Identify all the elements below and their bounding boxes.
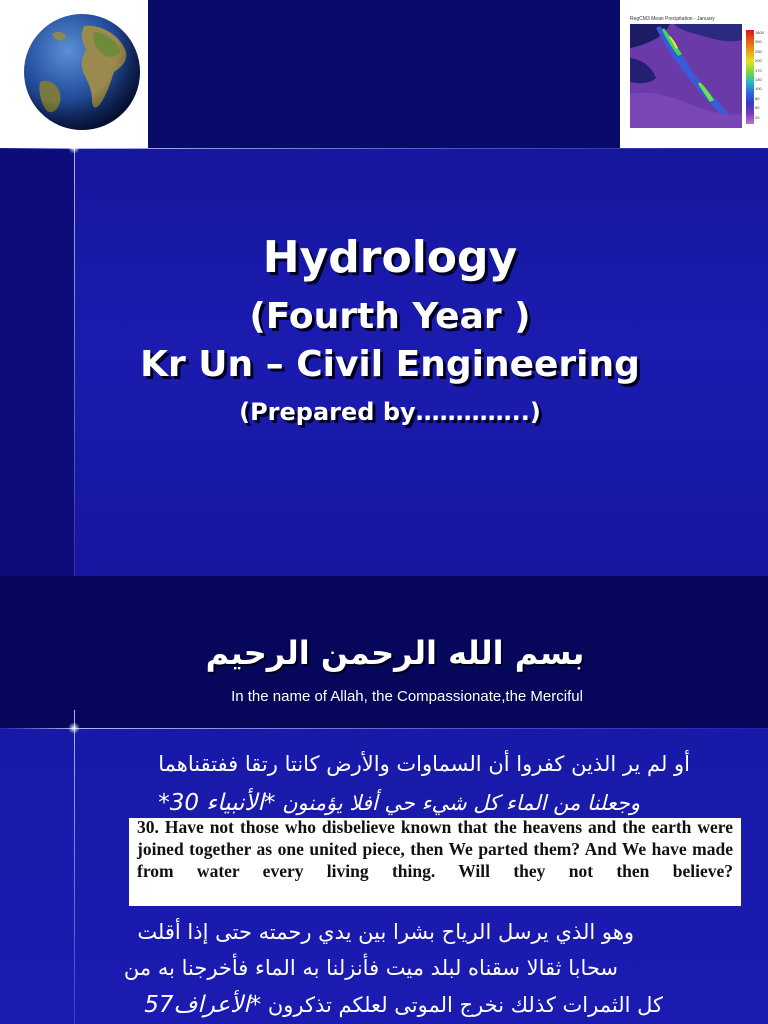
precipitation-map xyxy=(620,0,768,148)
verse1-line2-text: وجعلنا من الماء كل شيء حي أفلا يؤمنون xyxy=(282,791,640,815)
sparkle-icon xyxy=(68,722,80,734)
left-strip xyxy=(0,148,75,576)
globe-icon xyxy=(22,12,142,132)
map-legend-label: 300 xyxy=(755,39,762,45)
course-year: (Fourth Year ) xyxy=(249,296,531,337)
verse2-reference: *الأعراف57 xyxy=(144,992,262,1018)
map-color-legend xyxy=(746,30,754,124)
map-legend-label: 80 xyxy=(755,95,760,101)
map-legend-label: 20 xyxy=(755,114,760,120)
divider-line xyxy=(74,710,75,1024)
verse2-line2: سحابا ثقالا سقناه لبلد ميت فأنزلنا به الماء فأخرجنا به من xyxy=(123,956,618,980)
map-legend-label: 170 xyxy=(755,67,762,73)
map-header: RegCM3 Mean Precipitation - January xyxy=(630,16,715,22)
verse2-line3 xyxy=(144,992,663,1018)
verse1-line1: أو لم ير الذين كفروا أن السماوات والأرض كانتا رتقا ففتقناهما xyxy=(158,752,690,776)
translation-box xyxy=(129,818,741,906)
map-legend-label: 100 xyxy=(755,86,762,92)
slide-title: Hydrology xyxy=(262,232,518,283)
map-legend-label: 130 xyxy=(755,77,762,82)
map-legend-label: 1800 xyxy=(755,30,764,35)
map-legend-label: 250 xyxy=(755,48,762,54)
verse1-reference: *الأنبياء 30* xyxy=(158,790,276,816)
precipitation-map-plot xyxy=(630,24,742,128)
earth-image xyxy=(0,0,148,148)
verse1-translation: 30. Have not those who disbelieve known that the heavens and the earth were joined together as one united piece, then We parted them? And We have made from water every living thing. Will they not then believe? xyxy=(137,817,733,881)
basmala-arabic: بسم الله الرحمن الرحيم xyxy=(205,634,585,672)
verse2-line1: وهو الذي يرسل الرياح بشرا بين يدي رحمته حتى إذا أقلت xyxy=(137,920,634,944)
verse1-line2 xyxy=(158,790,640,816)
divider-line xyxy=(0,728,768,729)
map-legend-label: 200 xyxy=(755,58,762,64)
divider-line xyxy=(0,148,768,149)
prepared-by-label: (Prepared by…………..) xyxy=(239,398,541,426)
basmala-english: In the name of Allah, the Compassionate,the Merciful xyxy=(231,688,583,705)
department-label: Kr Un – Civil Engineering xyxy=(140,344,640,385)
verse2-line3-text: كل الثمرات كذلك نخرج الموتى لعلكم تذكرون xyxy=(267,993,663,1017)
map-legend-label: 50 xyxy=(755,105,760,111)
